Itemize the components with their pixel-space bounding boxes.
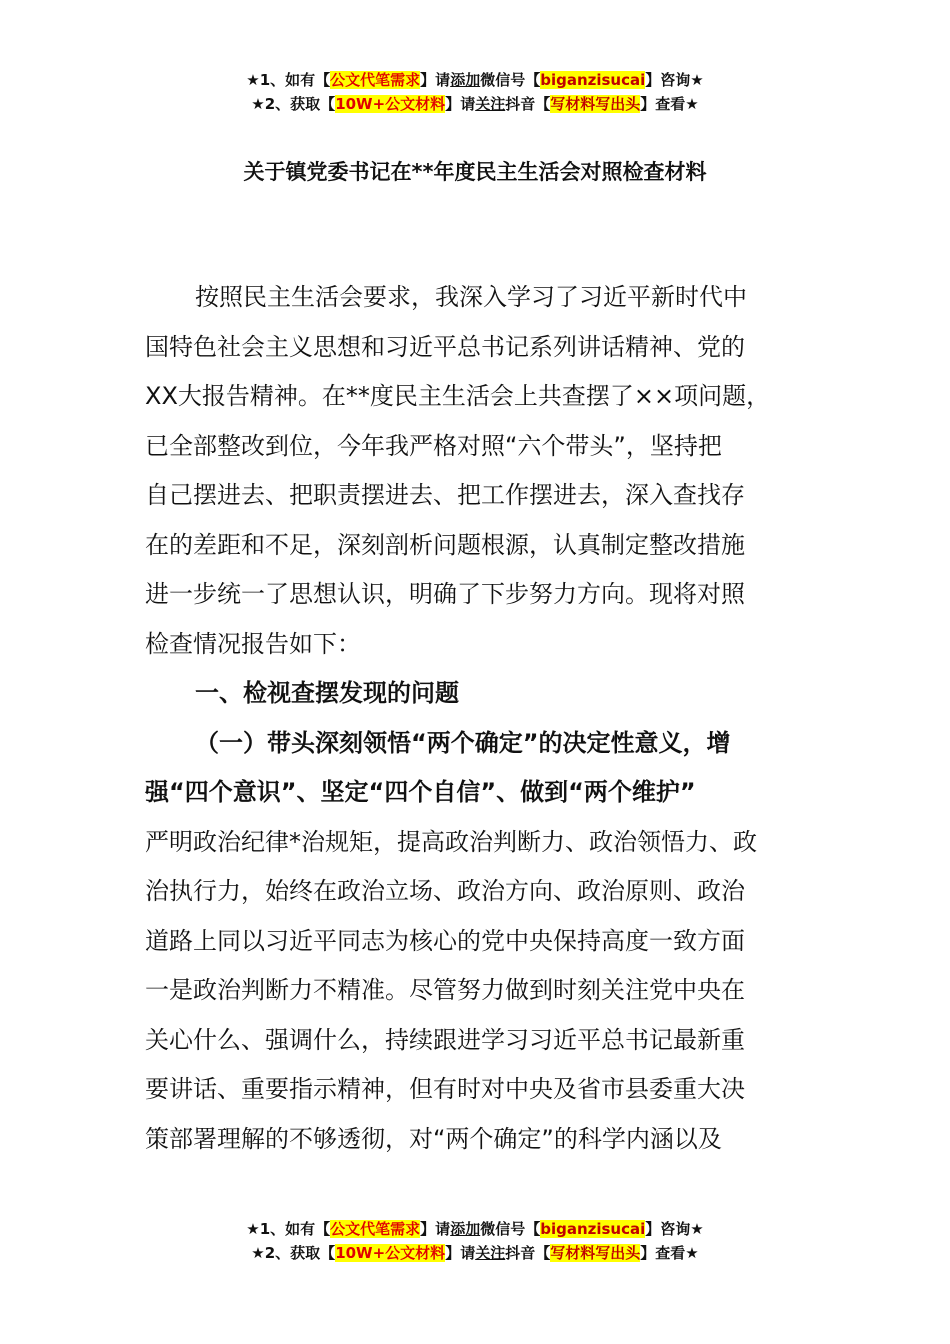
banner-text: 抖音【: [505, 1244, 551, 1262]
underlined-follow: 关注: [475, 1244, 506, 1262]
underlined-follow: 关注: [475, 95, 506, 113]
paragraph-line: 治执行力，始终在政治立场、政治方向、政治原则、政治: [145, 877, 745, 905]
document-body: [145, 273, 835, 1164]
header-banner: [0, 68, 950, 116]
paragraph-line: 按照民主生活会要求，我深入学习了习近平新时代中: [195, 283, 747, 311]
paragraph-line: 要讲话、重要指示精神，但有时对中央及省市县委重大决: [145, 1075, 745, 1103]
banner-text: 微信号【: [480, 71, 541, 89]
banner-text: 】咨询★: [645, 1220, 704, 1238]
paragraph-line: 策部署理解的不够透彻，对“两个确定”的科学内涵以及: [145, 1124, 722, 1153]
highlight-wechat-id: biganzisucai: [540, 71, 646, 89]
highlight-douyin: 写材料写出头: [550, 1244, 641, 1262]
document-title: 关于镇党委书记在**年度民主生活会对照检查材料: [243, 160, 707, 184]
paragraph-line: XX大报告精神。在**度民主生活会上共查摆了××项问题，: [145, 382, 771, 410]
highlight-wechat-id: biganzisucai: [540, 1220, 646, 1238]
paragraph-line: 已全部整改到位，今年我严格对照“六个带头”，坚持把: [145, 431, 722, 460]
banner-line-1: [0, 68, 950, 92]
footer-banner: [0, 1217, 950, 1265]
banner-text: ★1、如有【: [246, 1220, 331, 1238]
banner-text: 】查看★: [640, 1244, 699, 1262]
highlight-service: 公文代笔需求: [330, 1220, 421, 1238]
highlight-materials: 10W+公文材料: [335, 95, 446, 113]
banner-line-2: [0, 92, 950, 116]
highlight-service: 公文代笔需求: [330, 71, 421, 89]
underlined-add: 添加: [450, 71, 481, 89]
paragraph-line: 国特色社会主义思想和习近平总书记系列讲话精神、党的: [145, 332, 745, 361]
paragraph-line: 检查情况报告如下：: [145, 629, 361, 658]
banner-text: 】请: [445, 95, 476, 113]
paragraph-line: 自己摆进去、把职责摆进去、把工作摆进去，深入查找存: [145, 481, 745, 509]
paragraph-line: 关心什么、强调什么，持续跟进学习习近平总书记最新重: [145, 1025, 745, 1054]
banner-text: ★2、获取【: [251, 95, 336, 113]
banner-text: 】请: [420, 71, 451, 89]
paragraph-line: 严明政治纪律*治规矩，提高政治判断力、政治领悟力、政: [145, 827, 757, 856]
banner-line-1: [0, 1217, 950, 1241]
paragraph-line: 在的差距和不足，深刻剖析问题根源，认真制定整改措施: [145, 530, 745, 559]
subsection-heading: （一）带头深刻领悟“两个确定”的决定性意义，增: [195, 728, 731, 757]
banner-text: 】咨询★: [645, 71, 704, 89]
banner-text: ★2、获取【: [251, 1244, 336, 1262]
paragraph-line: 道路上同以习近平同志为核心的党中央保持高度一致方面: [145, 926, 745, 955]
banner-text: 抖音【: [505, 95, 551, 113]
highlight-materials: 10W+公文材料: [335, 1244, 446, 1262]
banner-text: 】请: [445, 1244, 476, 1262]
paragraph-line: 一是政治判断力不精准。尽管努力做到时刻关注党中央在: [145, 976, 745, 1004]
underlined-add: 添加: [450, 1220, 481, 1238]
banner-text: ★1、如有【: [246, 71, 331, 89]
section-heading: 一、检视查摆发现的问题: [195, 679, 459, 707]
banner-text: 】查看★: [640, 95, 699, 113]
paragraph-line: 进一步统一了思想认识，明确了下步努力方向。现将对照: [145, 580, 745, 608]
banner-text: 】请: [420, 1220, 451, 1238]
banner-text: 微信号【: [480, 1220, 541, 1238]
highlight-douyin: 写材料写出头: [550, 95, 641, 113]
subsection-heading: 强“四个意识”、坚定“四个自信”、做到“两个维护”: [145, 778, 696, 806]
banner-line-2: [0, 1241, 950, 1265]
